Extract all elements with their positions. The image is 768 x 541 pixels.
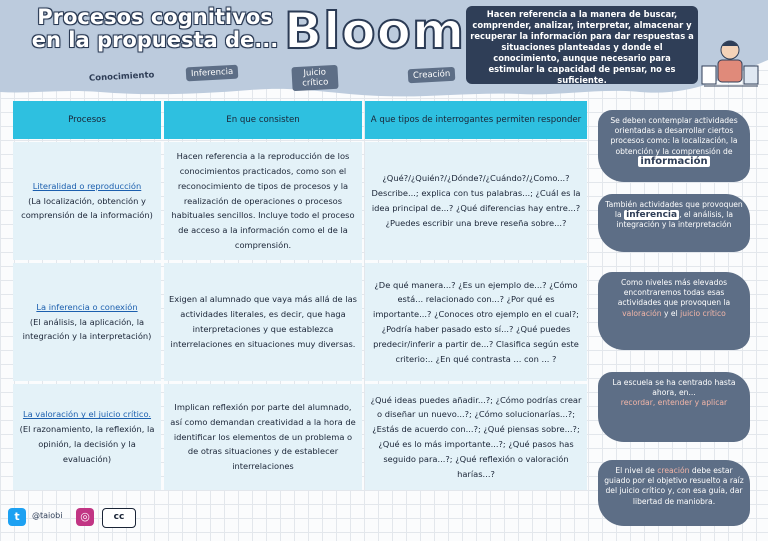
side-highlight: inferencia xyxy=(626,210,678,221)
process-desc: (El análisis, la aplicación, la integración y la interpretación) xyxy=(22,316,152,342)
col-header-consisten: En que consisten xyxy=(164,101,362,139)
col-header-procesos: Procesos xyxy=(13,101,161,139)
side-text: Se deben contemplar actividades orientadas a desarrollar ciertos procesos como: la localización, la obtención y la comprensión de xyxy=(610,116,738,156)
intro-box: Hacen referencia a la manera de buscar, comprender, analizar, interpretar, almacenar y recuperar la información para dar respuestas a situaciones planteadas y donde el conocimiento, aunque necesario para estimular la capacidad de pensar, no es suficiente. xyxy=(466,6,698,84)
level-critical-judgment: Juicio crítico xyxy=(291,65,338,91)
side-box-inference xyxy=(598,194,750,252)
process-cell xyxy=(13,384,161,490)
process-cell xyxy=(13,142,161,260)
process-cell xyxy=(13,263,161,381)
questions-cell: ¿De qué manera...? ¿Es un ejemplo de...? ¿Cómo está... relacionado con...? ¿Por qué es importante...? ¿Conoces otro ejemplo en el cual?; ¿Podría haber pasado esto sí...? ¿Qué puedes predecir/inferir a partir de...? Clasifica según este criterio:.. ¿En qué contrasta ... con ... ? xyxy=(365,263,587,381)
side-text: También actividades que provoquen la xyxy=(605,200,743,220)
table-header-row xyxy=(13,101,587,139)
side-text: , el análisis, la integración y la interpretación xyxy=(616,210,734,230)
consist-cell: Exigen al alumnado que vaya más allá de las actividades literales, es decir, que haga interpretaciones y que establezca interrelaciones en situaciones muy diversas. xyxy=(164,263,362,381)
side-highlight: juicio crítico xyxy=(680,308,726,318)
table-row xyxy=(13,142,587,260)
creative-commons-icon: cc xyxy=(102,508,136,528)
twitter-icon[interactable]: t xyxy=(8,508,26,526)
process-desc: (La localización, obtención y comprensión de la información) xyxy=(21,195,153,221)
table-row xyxy=(13,263,587,381)
consist-cell: Hacen referencia a la reproducción de los conocimientos practicados, como son el reconocimiento de tipos de procesos y la realización de operaciones o procesos habituales sencillos. Incluye todo el proceso de acceso a la información como el de la comprensión. xyxy=(164,142,362,260)
page-title: Procesos cognitivos en la propuesta de... xyxy=(31,5,279,52)
col-header-interrogantes: A que tipos de interrogantes permiten responder xyxy=(365,101,587,139)
side-box-school xyxy=(598,372,750,442)
side-text: El nivel de xyxy=(615,466,655,475)
side-box-valuation xyxy=(598,272,750,350)
side-highlight: recordar, entender y aplicar xyxy=(620,398,728,408)
side-highlight: información xyxy=(640,155,708,167)
instagram-icon[interactable]: ◎ xyxy=(76,508,94,526)
process-title: La valoración y el juicio crítico. xyxy=(22,409,152,420)
side-text: debe estar guiado por el objetivo resuelto a raíz del juicio crítico y, con esa guía, dar libertad de maniobra. xyxy=(604,466,744,506)
questions-cell: ¿Qué ideas puedes añadir...?; ¿Cómo podrías crear o diseñar un nuevo...?; ¿Cómo solucionarías...?; ¿Estás de acuerdo con...?; ¿Qué piensas sobre...?; ¿Qué es lo más importante...?; ¿Qué pasos has seguido para...?; ¿Qué reflexión o valoración harías...? xyxy=(365,384,587,490)
student-illustration-icon xyxy=(700,36,762,96)
bloom-table xyxy=(10,98,590,493)
side-box-information xyxy=(598,110,750,182)
side-highlight: valoración xyxy=(622,308,662,318)
process-desc: (El razonamiento, la reflexión, la opinión, la decisión y la evaluación) xyxy=(19,424,155,464)
questions-cell: ¿Qué?/¿Quién?/¿Dónde?/¿Cuándo?/¿Como...? Describe...; explica con tus palabras...; ¿Cuál es la idea principal de...? ¿Qué diferencias hay entre...? ¿Puedes escribir una breve reseña sobre...? xyxy=(365,142,587,260)
process-title: Literalidad o reproducción xyxy=(32,180,142,191)
level-inference: Inferencia xyxy=(186,65,239,82)
table-row xyxy=(13,384,587,490)
level-knowledge: Conocimiento xyxy=(88,70,155,84)
level-creation: Creación xyxy=(408,67,456,83)
side-box-creation xyxy=(598,460,750,526)
footer xyxy=(8,508,128,528)
consist-cell: Implican reflexión por parte del alumnado, así como demandan creatividad a la hora de identificar los elementos de un problema o de otras situaciones y de establecer interrelaciones xyxy=(164,384,362,490)
side-text: Como niveles más elevados encontraremos todas esas actividades que provoquen la xyxy=(617,278,731,308)
process-title: La inferencia o conexión xyxy=(36,301,138,312)
side-text: y el xyxy=(664,308,678,318)
side-highlight: creación xyxy=(657,466,690,475)
bloom-title: Bloom xyxy=(284,2,466,60)
side-text: La escuela se ha centrado hasta ahora, en... xyxy=(612,378,736,398)
handle-text: @taiobi xyxy=(32,511,63,520)
